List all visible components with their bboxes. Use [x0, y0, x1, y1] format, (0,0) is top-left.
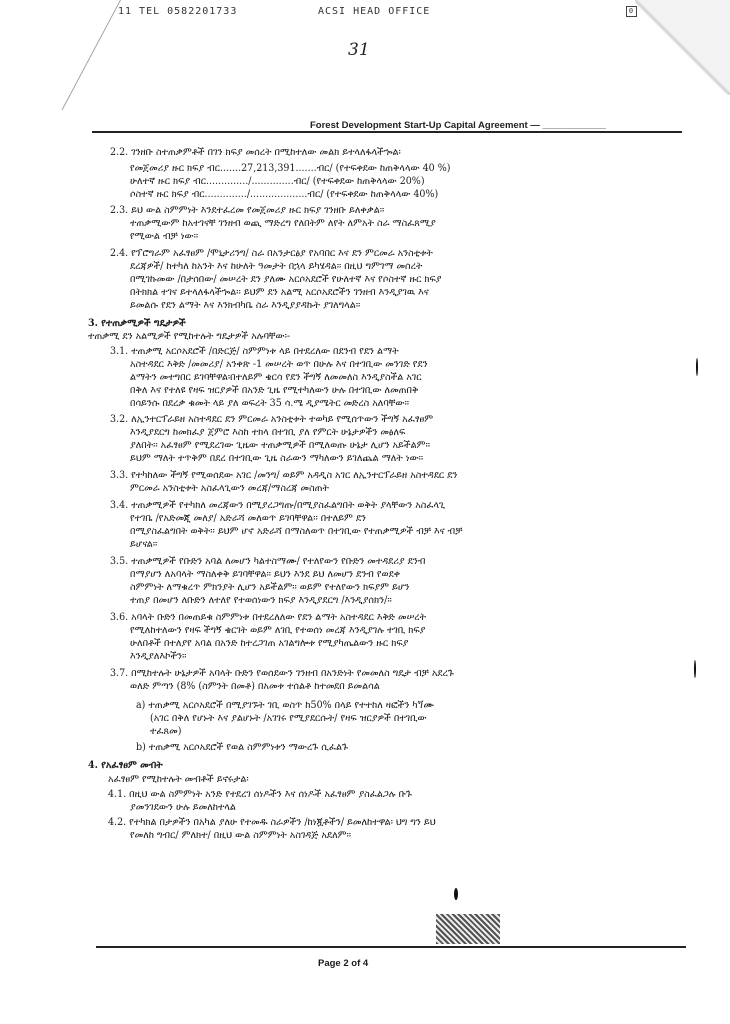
document-line: ሁለበቶች በተለያየ አባል በአንድ ከተረጋገጠ አገልግሎቱ የሚያካጤልውን ዙር ክፍያ [130, 638, 409, 649]
document-line: የመጀመሪያ ዙር ክፍያ ብር.......27,213,391.......ብር/ (የተፍቀደው ከጠቅላላው 40 %) [130, 163, 451, 174]
document-line: 3.5. ተጠቃሚዎች የቡድን አባል ለመሆን ካልተስማሙ/ የተለየውን የቡድን መተዳደሪያ ደንብ [110, 556, 426, 567]
document-line: (አገር በቅለ የሆኑት እና ያልሆኑት /አገገሩ የሚያደርሱት/ የዛፍ ዝርያዎች በተገቢው [150, 713, 427, 724]
document-line: 3.2. ለኢንተርፕራይዘ አስተዳደር ደን ምርመራ አንስቲቱት ተወካይ የሚሰጥውን ችግኝ አፈፃፀም [110, 414, 434, 425]
document-line: በማያሆን ለአባላት ማስለቀቅ ይገባቸዋል፡፡ ይህን እንደ ይህ ለመሆን ደንብ የወደቀ [130, 569, 401, 580]
running-header: Forest Development Start-Up Capital Agreement — ____________ [310, 120, 606, 131]
document-line: 2.2. ገንዘቡ ስተጠቃምቶች በገን ክፍያ መሰረት በሚከተለው መልክ ይተላለፋላችኈል፡ [110, 147, 401, 158]
document-line: ወለድ ምጣን (8% (ስምንት በመቶ) በአመቱ ተሰልቶ ከተመደበ ይመልሳል [130, 681, 380, 692]
document-line: በሚገኩመው /በታሰበው/ መሠረት ደን ያለሙ አርሶአደሮች የሁለተኛ እና የሶስተኛ ዙር ክፍያ [130, 274, 442, 285]
document-line: 3.3. የተካከለው ችግኝ የሚወሰደው አገር /መንግ/ ወይም አዳዲስ አገር ለኢንተርፕራይዘ አስተዳደር ደን [110, 470, 458, 481]
document-line: የሚውል ብቻ ነው፡፡ [130, 231, 199, 242]
document-line: ተጠያ በመሆን ለቡድን ለተለየ የተወሰነውን ክፍያ እንዲያደርግ /እንዲያሰክን/፡፡ [130, 595, 392, 606]
document-line: እንዲያለእኮችን፡፡ [130, 651, 187, 662]
document-line: b) ተጠቃሚ አርሶአደሮች የወል ስምምነቱን ማውረጉ ሲፈልጉ [136, 742, 348, 753]
document-line: በትክክል ተገና ይተላለፋላችኈል፡፡ ይህም ደን አልሚ አርሶአደሮችን ገንዘብ እንዲያገዉ እና [130, 287, 429, 298]
fax-page-mark: 0 [626, 6, 637, 17]
page-footer: Page 2 of 4 [318, 958, 369, 969]
document-line: 4.1. በዚህ ውል ስምምነት አንድ የተደረገ ሰነዶችን እና ሰነዶች አፈፃፀም ያስፈልጋሉ ቡጉ [108, 789, 412, 800]
fax-header-office: ACSI HEAD OFFICE [318, 6, 431, 17]
fax-header-line: 11 TEL 0582201733 [118, 6, 238, 17]
document-line: ስምምነት ለማቁረጥ ምክንያት ሊሆን አይችልም፡፡ ወይም የተለየውን ክፍያም ይሆን [130, 582, 410, 593]
document-line: 2.4. የፕሮግራም አፈፃፀም /ሞኒታሪንግ/ ስራ በአንታርፅያ የአባበር እና ደን ምርመራ አንስቲቱት [110, 248, 433, 259]
scan-speck [696, 358, 698, 376]
document-line: 3.7. በሚከተሉት ሁኔታዎች አባላት ቡድን የወሰደውን ገንዘብ በአንድነት የመመለስ ግዴታ ብቻ አደረጉ [110, 668, 454, 679]
document-line: ሁለተኛ ዙር ክፍያ ብር............../..............ብር/ (የተፍቀደው ከጠቅላላው 20%) [130, 176, 425, 187]
scan-speck [694, 660, 696, 678]
document-line: የተገቤ /የአድመጂ መለያ/ አድራሻ መለወጥ ይገባቸዋል፡፡ በተለይም ደን [130, 513, 367, 524]
footer-rule [96, 946, 686, 948]
document-line: ይመልሱ የደን ልማት እና እንክብካቤ ስራ እንዲያያዳኩት ያገለግላል፡፡ [130, 300, 361, 311]
document-line: 3.6. አባላት ቡድን በመጠይቁ ስምምነቱ በተደረለለው የደን ልማት አስተዳደር እቅድ መሠረት [110, 612, 427, 623]
document-line: 3.1. ተጠቃሚ አርሶአደሮች /በድርጅ/ ስምምነቱ ላይ በተደረለው በደንብ የደን ልማት [110, 346, 399, 357]
document-line: የመለከ ግብር/ ምለክተ/ በዚህ ውል ስምምነት አስገዳጅ አደለም፡፡ [130, 830, 352, 841]
document-line: ሶስተኛ ዙር ክፍያ ብር............../...................ብር/ (የተፍቀደው ከጠቅላላው 40%) [130, 189, 439, 200]
document-line: ተጠቃሚውም ከአተገናቸ ገንዘብ ወጪ ማድረግ የለበትም ለየት ለምአት ስራ ማስፈጸሚያ [130, 218, 436, 229]
document-line: ይሆናል፡፡ [130, 539, 158, 550]
document-line: ልማትን መተግበር ይገባቸዋል፡በተለይም ቄርሳ የደን ችግኝ ለመመለስ እንዲያስችል አገር [130, 372, 422, 383]
redaction-stamp [436, 914, 500, 944]
document-line: ደረጃዎች/ ከተካለ ከአንት እና ከሁለት ዓመታት በኋላ ይካሄዳል፡፡ በዚህ ግምገማ መሰረት [130, 261, 423, 272]
document-line: ተጠቃሚ ደን አልሚዎች የሚከተሉት ግዴታዎች አሉባቸው፡- [88, 331, 291, 342]
document-line: 2.3. ይህ ውል ስምምነት እንደተፈረመ የመጀመሪያ ዙር ክፍያ ገንዘቡ ይለቀቃል፡፡ [110, 205, 385, 216]
document-line: በቅለ እና የተለዩ የዛፍ ዝርያዎች በአንድ ጊዜ የሚተካለውን ሁሉ በተገቢው ለመጠበቅ [130, 385, 419, 396]
document-line: a) ተጠቃሚ አርሶአደሮች በሚያገኙት ገቢ ወስጥ ከ50% በላይ የተተከለ ዛፎችን ካጘሙ [136, 700, 434, 711]
document-line: ምርመራ አንስቲቱት አስፈላጊውን መረጃ/ማስረጃ መስጠት [130, 483, 329, 494]
scan-speck [454, 888, 458, 900]
document-line: የሚለከተለውን የዛፍ ችግኝ ቄርገት ወይም ለገቢ የተወሰነ መረጃ እንዲያገሉ ተገቢ ክፍያ [130, 625, 426, 636]
document-line: ያለበት፡፡ አፈፃፀም የሚደረገው ጊዜው ተጠቃሚዎች በሚለወጡ ሁኔታ ሊሆን አይችልም፡፡ [130, 440, 430, 451]
document-line: ተፈጸመ) [150, 726, 182, 737]
document-line: 3.4. ተጠቃሚዎች የተካክለ መረጃውን በሚያረጋግጡ/በሚያስፈልግበት ወቅት ያላቸውን አስፈላጊ [110, 500, 446, 511]
document-line: 4. የአፈፃፀም መብት [88, 760, 163, 771]
document-line: በሚያስፈልግበት ወቅት፡፡ ይህም ሆኖ አድራሻ በማስለወጥ በተገቢው የተጠቃሚዎች ብቻ እና ብቻ [130, 526, 463, 537]
document-line: ይህም ማለት ተጥቅም በደረ በተገቢው ጊዜ ስራውን ማካለውን ይገለጨል ማለት ነው፡፡ [130, 453, 424, 464]
document-line: አፈፃፀም የሚከተሉት መብቶች ይኖሩታል፡ [108, 774, 249, 785]
document-line: 4.2. የተካክል በታዎችን በአካል ያለሁ የተመዱ ስራዎችን /ከነጇቶችን/ ይመለከተዋል፡ ህግ ግን ይህ [108, 817, 436, 828]
document-line: እንዲያደርግ ከመክፈያ ጀምሮ እስከ ተክላ በተገቢ ያለ የምርት ሁኔታዎችን መፅለፍ [130, 427, 406, 438]
document-line: አስተዳደር እቅድ /መመሪያ/ አንቀጽ -1 መሠረት ወጥ በሁሉ እና በተገቢው መንገድ የደን [130, 359, 428, 370]
document-line: 3. የተጠቃሚዎች ግዴታዎች [88, 318, 186, 329]
handwritten-page-number: 31 [348, 40, 370, 60]
document-line: በሳይንሱ በደረቃ ቁመት ላይ ያለ ወፍረት 35 ሳ.ሜ ዲያሜትር መድረስ አለባቸው፡፡ [130, 398, 409, 409]
document-line: ያመንገደውን ሁሉ ይመለከተላል [130, 802, 236, 813]
